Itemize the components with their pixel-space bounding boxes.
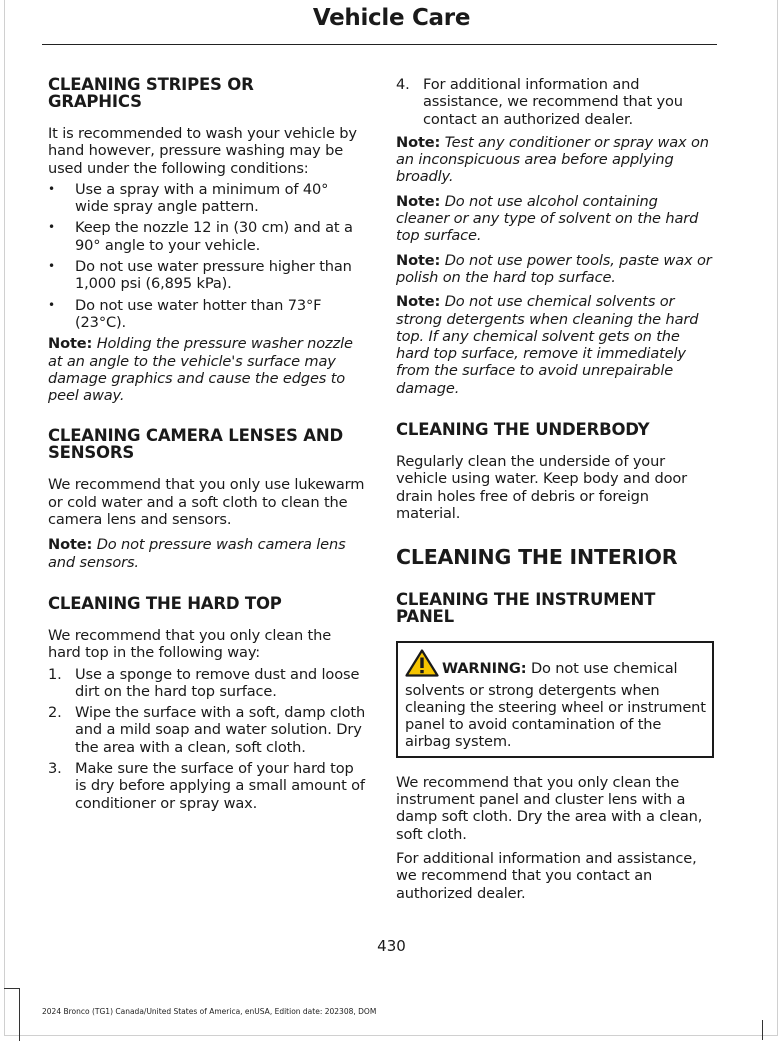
crop-mark [4,988,20,1041]
note-label: Note: [48,536,93,554]
step-number: 4. [396,76,410,93]
list-item [48,704,366,756]
crop-mark [762,1020,779,1040]
page-title: Vehicle Care [312,5,471,31]
warning-triangle-icon [405,649,439,681]
note-text: Do not pressure wash camera lens and sensors. [48,536,346,571]
hardtop-steps-continued [396,76,714,128]
note-label: Note: [48,335,93,353]
section-heading-camera: CLEANING CAMERA LENSES AND SENSORS [48,426,343,463]
list-item [48,760,366,812]
warning-paragraph [405,649,706,750]
right-column [396,76,714,902]
note-text: Do not use chemical solvents or strong detergents when cleaning the hard top. If any chemical solvent gets on the hard top surface, remove it immediately from the surface to avoid unrepairable damage. [396,293,699,397]
list-item: • Keep the nozzle 12 in (30 cm) and at a 90° angle to your vehicle. [48,219,366,254]
note-label: Note: [396,293,441,311]
underbody-body: Regularly clean the underside of your vehicle using water. Keep body and door drain holes free of debris or foreign material. [396,453,687,522]
list-item: • Do not use water hotter than 73°F (23°C). [48,297,366,332]
step-text: For additional information and assistance, we recommend that you contact an authorized dealer. [423,76,683,128]
step-text: Make sure the surface of your hard top is dry before applying a small amount of conditioner or spray wax. [75,760,365,812]
note-text: Holding the pressure washer nozzle at an angle to the vehicle's surface may damage graphics and cause the edges to peel away. [48,335,353,405]
note-label: Note: [396,192,441,210]
section-heading-instrument: CLEANING THE INSTRUMENT PANEL [396,590,656,627]
camera-note [48,536,366,571]
section-heading-stripes: CLEANING STRIPES OR GRAPHICS [48,75,254,111]
note-text: Test any conditioner or spray wax on an inconspicuous area before applying broadly. [396,133,709,186]
hardtop-note [396,193,714,245]
list-item: • Use a spray with a minimum of 40° wide spray angle pattern. [48,181,366,216]
note-label: Note: [396,133,441,151]
warning-text: Do not use chemical solvents or strong detergents when cleaning the steering wheel or instrument panel to avoid contamination of the airbag system. [405,660,706,751]
stripes-conditions-list [48,181,366,331]
stripes-intro: It is recommended to wash your vehicle by hand however, pressure washing may be used under the following conditions: [48,125,357,177]
list-item [396,76,714,128]
header-rule [42,44,717,45]
camera-body: We recommend that you only use lukewarm or cold water and a soft cloth to clean the camera lens and sensors. [48,476,365,529]
step-number: 2. [48,704,62,722]
step-number: 3. [48,760,62,778]
instrument-body: We recommend that you only clean the instrument panel and cluster lens with a damp soft cloth. Dry the area with a clean, soft cloth. [396,773,703,843]
list-item [48,666,366,701]
hardtop-steps-list [48,666,366,812]
hardtop-note [396,252,714,287]
step-number: 1. [48,665,62,683]
list-item: • Do not use water pressure higher than 1,000 psi (6,895 kPa). [48,258,366,293]
hardtop-intro: We recommend that you only clean the hard top in the following way: [48,626,332,662]
warning-label: WARNING: [442,660,527,678]
footer-edition-info: 2024 Bronco (TG1) Canada/United States of America, enUSA, Edition date: 202308, DOM [42,1007,377,1016]
step-text: Use a sponge to remove dust and loose dirt on the hard top surface. [75,665,360,700]
section-heading-underbody: CLEANING THE UNDERBODY [396,420,650,440]
hardtop-note [396,134,714,186]
step-text: Wipe the surface with a soft, damp cloth and a mild soap and water solution. Dry the area with a clean, soft cloth. [75,704,366,756]
section-heading-hardtop: CLEANING THE HARD TOP [48,593,282,613]
stripes-note [48,335,366,404]
note-text: Do not use power tools, paste wax or polish on the hard top surface. [396,251,712,286]
left-column [48,76,366,812]
page-number: 430 [377,937,406,955]
instrument-contact: For additional information and assistance, we recommend that you contact an authorized dealer. [396,849,697,902]
note-text: Do not use alcohol containing cleaner or any type of solvent on the hard top surface. [396,192,699,245]
warning-box [396,641,714,757]
note-label: Note: [396,251,441,269]
chapter-heading-interior: CLEANING THE INTERIOR [396,545,678,570]
hardtop-note [396,293,714,397]
